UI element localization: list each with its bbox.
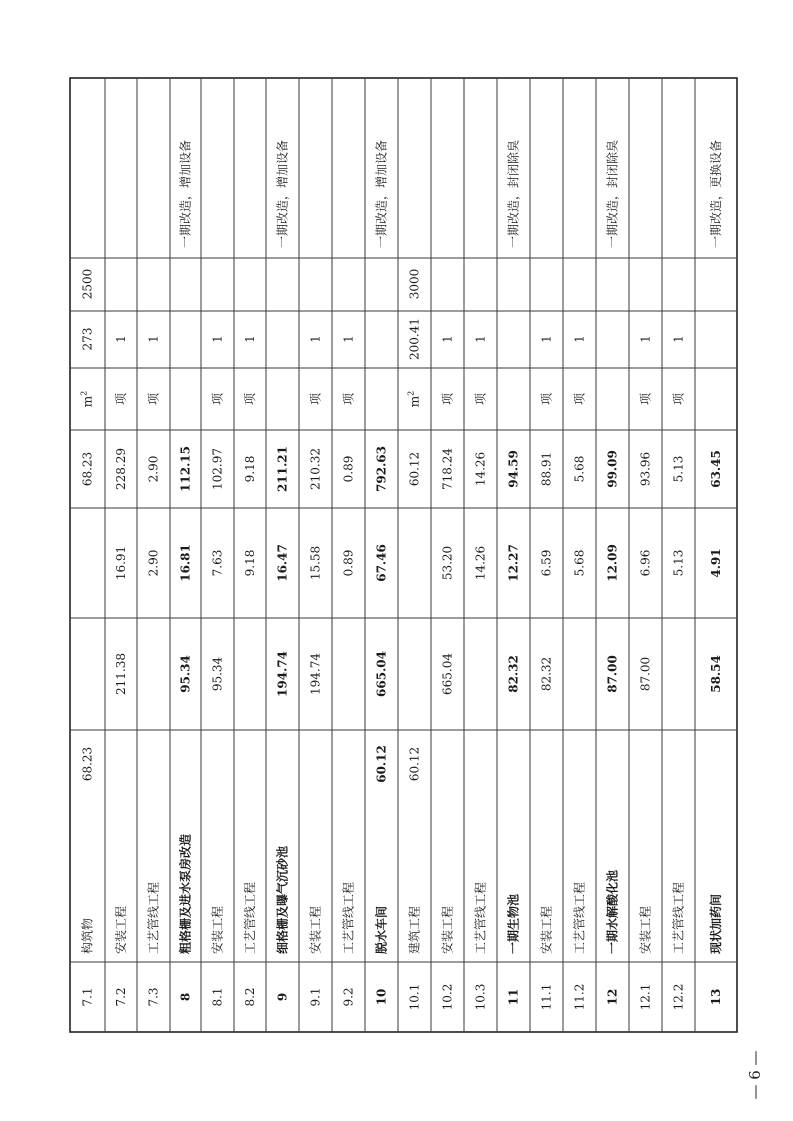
table-row <box>178 140 193 1001</box>
cell-qty: 1 <box>341 335 356 343</box>
cell-remark: 一期改造，增加设备 <box>275 139 290 248</box>
cell-c3: 16.81 <box>178 544 193 582</box>
cell-c5: 88.91 <box>539 451 554 487</box>
cell-name: 工艺管线工程 <box>671 881 686 954</box>
cell-qty: 1 <box>572 335 587 343</box>
cell-unit: 项 <box>440 392 455 406</box>
page-number: — 6 — <box>746 1050 764 1100</box>
cell-name: 建筑工程 <box>407 905 422 954</box>
cell-unit: 项 <box>572 392 587 406</box>
cell-no: 10 <box>374 988 389 1006</box>
cell-no: 11.2 <box>572 983 587 1011</box>
cell-c2: 87.00 <box>638 656 653 692</box>
cell-unit: 项 <box>243 392 257 406</box>
cell-qty: 1 <box>539 335 554 343</box>
cell-c3: 7.63 <box>210 549 225 577</box>
table-row <box>113 335 128 1006</box>
cell-c5: 5.68 <box>572 455 587 483</box>
cell-unit: 项 <box>210 392 225 406</box>
cell-name: 安装工程 <box>440 905 455 954</box>
cell-unit: 项 <box>671 392 686 406</box>
table-row <box>572 335 587 1010</box>
cell-c2: 665.04 <box>440 653 455 695</box>
cell-c3: 12.27 <box>506 544 521 582</box>
cell-name: 脱水车间 <box>374 905 389 954</box>
cell-c5: 228.29 <box>114 448 128 490</box>
cell-price: 3000 <box>407 268 422 300</box>
cell-name: 一期生物池 <box>506 893 521 954</box>
cell-name: 工艺管线工程 <box>243 881 257 954</box>
table-row <box>407 269 422 1011</box>
table-row <box>671 335 686 1010</box>
cell-c3: 0.89 <box>341 549 356 577</box>
cell-name: 现状加药间 <box>709 893 723 954</box>
cell-c3: 9.18 <box>243 549 257 577</box>
cell-unit: 项 <box>114 392 128 406</box>
cell-name: 构筑物 <box>80 917 95 954</box>
cell-no: 12.1 <box>638 983 653 1011</box>
cell-no: 9 <box>275 992 290 1002</box>
cell-c5: 14.26 <box>473 451 488 487</box>
cell-c5: 718.24 <box>440 448 455 490</box>
table-row <box>210 335 225 1006</box>
cell-name: 一期水解酸化池 <box>605 869 620 954</box>
cell-remark: 一期改造，封闭除臭 <box>506 139 521 248</box>
cell-c2: 194.74 <box>308 653 323 695</box>
cell-c1: 60.12 <box>374 745 389 783</box>
cell-c5: 5.13 <box>671 455 686 483</box>
cell-c3: 14.26 <box>473 545 488 581</box>
cell-c3: 5.13 <box>671 549 686 577</box>
cell-c5: 68.23 <box>80 451 95 487</box>
cell-c5: 0.89 <box>341 455 356 483</box>
cell-name: 细格栅及曝气沉砂池 <box>275 845 290 954</box>
cell-c3: 16.47 <box>275 544 290 582</box>
cell-c3: 6.96 <box>638 549 653 577</box>
cell-c5: 60.12 <box>407 451 422 487</box>
cell-qty: 1 <box>146 335 161 343</box>
cell-qty: 273 <box>80 327 95 351</box>
cell-qty: 200.41 <box>407 318 422 360</box>
cell-c3: 5.68 <box>572 549 587 577</box>
cell-c5: 112.15 <box>178 446 193 492</box>
table-row <box>80 269 95 1007</box>
cell-c3: 2.90 <box>146 549 161 577</box>
cell-no: 12.2 <box>671 983 686 1011</box>
cell-unit: 项 <box>146 392 161 406</box>
cell-c3: 6.59 <box>539 549 554 577</box>
table-row <box>440 335 455 1010</box>
table-row <box>146 335 161 1006</box>
cell-qty: 1 <box>671 335 686 343</box>
cell-no: 11.1 <box>539 983 554 1011</box>
cell-unit: 项 <box>473 392 488 406</box>
table-row <box>506 140 521 1005</box>
cell-no: 8.2 <box>243 987 257 1007</box>
cell-no: 7.1 <box>80 987 95 1007</box>
cell-c2: 58.54 <box>709 655 723 693</box>
cell-c2: 665.04 <box>374 651 389 697</box>
cell-c3: 67.46 <box>374 544 389 582</box>
cell-no: 8 <box>178 992 193 1002</box>
cell-c3: 53.20 <box>440 545 455 581</box>
cell-unit: 项 <box>539 392 554 406</box>
cell-c5: 94.59 <box>506 450 521 488</box>
cell-no: 7.3 <box>146 987 161 1007</box>
table-row <box>473 335 488 1010</box>
cell-c5: 99.09 <box>605 450 620 488</box>
cell-no: 9.2 <box>341 987 356 1007</box>
cell-c2: 95.34 <box>178 655 193 693</box>
cell-name: 安装工程 <box>308 905 323 954</box>
cell-remark: 一期改造，封闭除臭 <box>605 139 620 248</box>
cell-name: 安装工程 <box>638 905 653 954</box>
cell-c2: 211.38 <box>114 653 128 695</box>
table-row <box>275 140 290 1001</box>
cell-no: 10.2 <box>440 983 455 1011</box>
cell-qty: 1 <box>210 335 225 343</box>
table-row <box>605 140 620 1005</box>
cell-unit: 项 <box>308 392 323 406</box>
cell-c5: 211.21 <box>275 446 290 492</box>
cell-no: 9.1 <box>308 987 323 1007</box>
cell-qty: 1 <box>473 335 488 343</box>
cell-qty: 1 <box>114 335 128 343</box>
cell-qty: 1 <box>638 335 653 343</box>
cell-c5: 93.96 <box>638 451 653 487</box>
cell-c2: 87.00 <box>605 655 620 693</box>
cell-c5: 9.18 <box>243 455 257 483</box>
table-row <box>374 140 389 1005</box>
cell-name: 工艺管线工程 <box>341 881 356 954</box>
table-row <box>341 335 356 1006</box>
cell-no: 11 <box>506 988 521 1006</box>
cell-c1: 60.12 <box>407 746 422 782</box>
cell-no: 12 <box>605 988 620 1006</box>
cell-qty: 1 <box>440 335 455 343</box>
cell-unit: 项 <box>341 392 356 406</box>
cell-qty: 1 <box>243 335 257 343</box>
cell-unit: $m^2$ <box>406 390 422 408</box>
cell-name: 工艺管线工程 <box>473 881 488 954</box>
cell-c3: 12.09 <box>605 544 620 582</box>
cell-c1: 68.23 <box>80 746 95 782</box>
table-row <box>539 335 554 1010</box>
table-row <box>242 335 257 1006</box>
cell-name: 工艺管线工程 <box>572 881 587 954</box>
cell-c3: 16.91 <box>114 545 128 581</box>
cell-remark: 一期改造，增加设备 <box>178 139 193 248</box>
cell-c3: 15.58 <box>308 545 323 581</box>
cell-no: 10.3 <box>473 983 488 1011</box>
cell-name: 工艺管线工程 <box>146 881 161 954</box>
cell-c2: 82.32 <box>506 655 521 693</box>
cell-unit: $m^2$ <box>79 390 95 408</box>
cell-name: 安装工程 <box>114 905 128 954</box>
cell-c3: 4.91 <box>709 548 723 578</box>
cell-c5: 102.97 <box>210 448 225 490</box>
table-row <box>308 335 323 1006</box>
cell-name: 安装工程 <box>210 905 225 954</box>
cell-remark: 一期改造，增加设备 <box>374 139 389 248</box>
cell-c5: 63.45 <box>709 450 723 488</box>
cell-name: 粗格栅及进水泵房改造 <box>178 833 193 954</box>
cell-c2: 95.34 <box>210 656 225 692</box>
cell-c2: 194.74 <box>275 651 290 697</box>
cell-name: 安装工程 <box>539 905 554 954</box>
cell-price: 2500 <box>80 268 95 300</box>
cell-c5: 792.63 <box>374 446 389 492</box>
cell-c2: 82.32 <box>539 656 554 692</box>
cell-remark: 一期改造，更换设备 <box>709 139 723 248</box>
cell-no: 8.1 <box>210 987 225 1007</box>
table-row <box>638 335 653 1010</box>
cell-no: 7.2 <box>114 987 128 1007</box>
cell-c5: 2.90 <box>146 455 161 483</box>
cell-unit: 项 <box>638 392 653 406</box>
cell-no: 13 <box>709 988 723 1006</box>
cell-c5: 210.32 <box>308 448 323 490</box>
cell-qty: 1 <box>308 335 323 343</box>
cell-no: 10.1 <box>407 983 422 1011</box>
table-row <box>708 140 723 1005</box>
